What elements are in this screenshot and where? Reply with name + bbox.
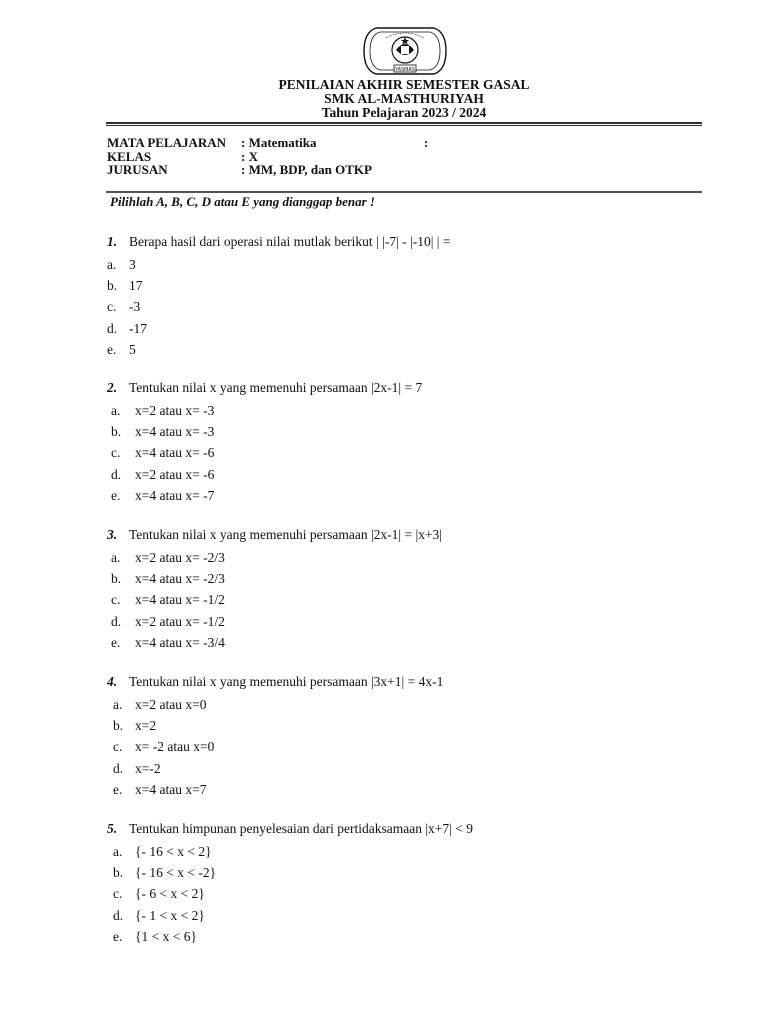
option-text: 3 [129,257,136,272]
option-letter: d. [111,613,122,629]
question-2 [107,380,422,396]
question-text: Tentukan himpunan penyelesaian dari pertidaksamaan |x+7| < 9 [129,821,473,836]
option-text: x=2 atau x= -1/2 [135,613,225,629]
option-text: {- 16 < x < -2} [135,865,217,881]
answer-option [113,697,207,713]
option-text: x= -2 atau x=0 [135,739,215,755]
option-letter: a. [111,550,121,565]
question-text: Tentukan nilai x yang memenuhi persamaan |2x-1| = |x+3| [129,527,443,542]
option-text: {1 < x < 6} [135,928,197,944]
option-letter: c. [113,739,123,755]
option-letter: a. [113,697,123,712]
option-text: 17 [129,278,143,294]
option-text: x=2 atau x=0 [135,697,207,712]
option-letter: b. [113,865,124,881]
answer-option [113,907,205,924]
answer-option [113,928,197,945]
option-text: x=2 atau x= -3 [135,403,215,418]
info-label: KELAS [107,149,152,164]
info-divider [106,191,702,193]
answer-option [107,257,136,273]
question-number: 3. [107,527,118,542]
option-text: x=2 atau x= -2/3 [135,550,225,565]
answer-option [111,571,225,587]
answer-option [113,886,205,902]
answer-option [111,550,225,566]
answer-option [111,487,215,504]
answer-option [111,424,215,440]
option-letter: a. [111,403,121,418]
instruction: Pilihlah A, B, C, D atau E yang dianggap benar ! [110,194,375,209]
school-crest-icon [360,24,450,78]
option-text: -3 [129,299,141,315]
school-name: SMK AL-MASTHURIYAH [324,91,484,106]
info-value: : Matematika [241,135,317,150]
answer-option [113,844,212,860]
option-text: {- 1 < x < 2} [135,907,205,923]
header-divider [106,122,702,124]
option-text: 5 [129,341,136,357]
question-5 [107,821,473,837]
answer-option [111,445,215,461]
info-label: MATA PELAJARAN [107,135,227,150]
option-text: x=4 atau x= -3/4 [135,634,225,650]
option-text: {- 16 < x < 2} [135,844,212,859]
answer-option [107,299,141,315]
question-1 [107,234,451,250]
answer-option [113,760,161,777]
logo-text: YASMAS [394,67,416,73]
question-number: 1. [107,234,118,249]
question-3 [107,527,442,543]
answer-option [107,341,136,358]
academic-year: Tahun Pelajaran 2023 / 2024 [321,105,487,120]
option-letter: e. [113,781,123,797]
option-letter: d. [113,760,124,776]
option-letter: c. [107,299,117,315]
option-letter: b. [113,718,124,734]
question-text: Tentukan nilai x yang memenuhi persamaan |3x+1| = 4x-1 [129,674,444,689]
exam-title: PENILAIAN AKHIR SEMESTER GASAL [278,77,530,92]
option-letter: e. [107,341,117,357]
info-extra: : [424,135,429,150]
question-text: Berapa hasil dari operasi nilai mutlak berikut | |-7| - |-10| | = [129,234,451,249]
question-number: 4. [107,674,118,689]
answer-option [111,613,225,630]
option-text: {- 6 < x < 2} [135,886,205,902]
option-letter: b. [107,278,118,294]
option-letter: e. [111,634,121,650]
option-text: x=4 atau x= -7 [135,487,215,503]
option-letter: d. [111,466,122,482]
question-text: Tentukan nilai x yang memenuhi persamaan |2x-1| = 7 [129,380,423,395]
answer-option [111,592,225,608]
question-number: 5. [107,821,118,836]
option-text: x=4 atau x= -1/2 [135,592,225,608]
answer-option [111,403,215,419]
option-letter: d. [113,907,124,923]
option-text: x=4 atau x=7 [135,781,207,797]
answer-option [113,865,217,881]
option-letter: a. [113,844,123,859]
option-text: x=4 atau x= -6 [135,445,215,461]
option-text: x=4 atau x= -3 [135,424,215,440]
option-letter: b. [111,424,122,440]
option-letter: e. [111,487,121,503]
info-value: : MM, BDP, dan OTKP [241,162,372,177]
option-letter: c. [113,886,123,902]
option-letter: c. [111,592,121,608]
option-letter: b. [111,571,122,587]
answer-option [111,466,215,483]
option-letter: d. [107,320,118,336]
answer-option [111,634,225,651]
answer-option [113,781,207,798]
info-value: : X [241,149,258,164]
question-4 [107,674,443,690]
option-letter: c. [111,445,121,461]
option-text: x=4 atau x= -2/3 [135,571,225,587]
header-divider-thin [106,125,702,126]
answer-option [113,739,215,755]
question-number: 2. [107,380,118,395]
option-letter: a. [107,257,117,272]
option-text: x=2 [135,718,157,734]
info-label: JURUSAN [107,162,168,177]
answer-option [107,278,143,294]
answer-option [107,320,147,337]
option-text: x=2 atau x= -6 [135,466,215,482]
option-text: x=-2 [135,760,161,776]
answer-option [113,718,157,734]
option-letter: e. [113,928,123,944]
option-text: -17 [129,320,147,336]
